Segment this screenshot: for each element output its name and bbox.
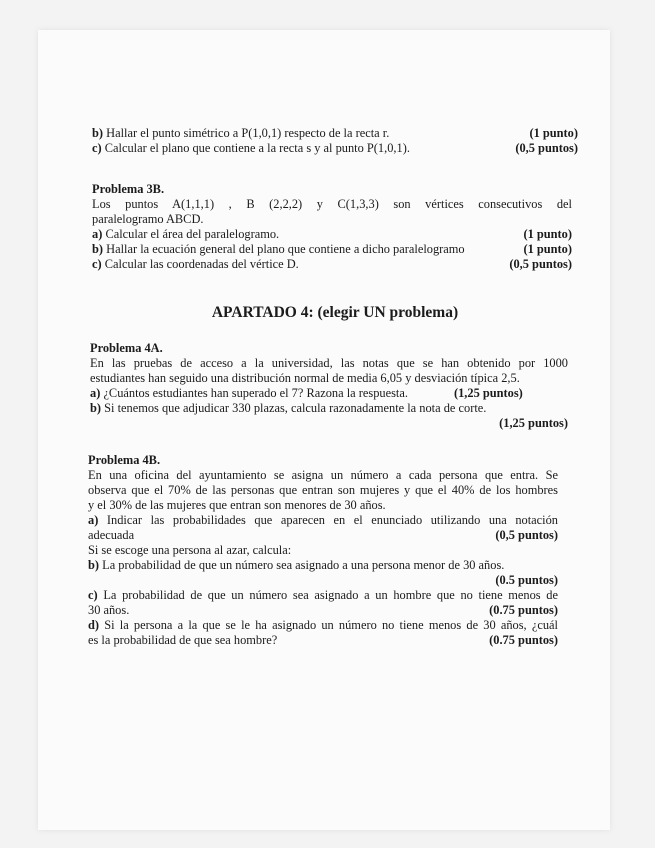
- problem-intro-line: observa que el 70% de las personas que entran son mujeres y que el 40% de los hombres: [88, 483, 558, 497]
- item-label: c): [92, 141, 102, 155]
- item-points: (0,5 puntos): [495, 528, 558, 542]
- item-points: (1,25 puntos): [499, 416, 568, 430]
- item-text: Hallar el punto simétrico a P(1,0,1) respecto de la recta r.: [106, 126, 390, 140]
- item-b: [92, 242, 572, 257]
- item-text: Calcular el plano que contiene a la recta s y al punto P(1,0,1).: [104, 141, 410, 155]
- item-points: (1 punto): [529, 126, 578, 140]
- section-heading: APARTADO 4: (elegir UN problema): [211, 304, 459, 321]
- item-points: (0.5 puntos): [495, 573, 558, 587]
- item-label: b): [88, 558, 100, 572]
- item-points: (0.75 puntos): [489, 633, 558, 647]
- item-label: b): [92, 126, 104, 140]
- item-b: [92, 126, 578, 141]
- item-text: Calcular las coordenadas del vértice D.: [104, 257, 299, 271]
- item-b: [90, 401, 568, 416]
- item-label: c): [88, 588, 98, 602]
- problem-intro-line: En las pruebas de acceso a la universidad, las notas que se han obtenido por 1000: [90, 356, 568, 370]
- problem-4a: [90, 341, 568, 431]
- item-label: a): [90, 386, 101, 400]
- item-label: a): [92, 227, 103, 241]
- item-a: [90, 386, 568, 401]
- item-label: c): [92, 257, 102, 271]
- problem-intro-line: paralelogramo ABCD.: [92, 212, 204, 226]
- problem-3b: [92, 182, 572, 272]
- problem-title: Problema 4B.: [88, 453, 161, 467]
- problem-title: Problema 3B.: [92, 182, 165, 196]
- item-text: Si tenemos que adjudicar 330 plazas, calcula razonadamente la nota de corte.: [104, 401, 487, 415]
- item-text: 30 años.: [88, 603, 130, 617]
- item-text: Indicar las probabilidades que aparecen en el enunciado utilizando una notación: [106, 513, 558, 527]
- item-label: b): [90, 401, 102, 415]
- item-points: (1 punto): [523, 227, 572, 241]
- item-text: es la probabilidad de que sea hombre?: [88, 633, 278, 647]
- item-points: (0,5 puntos): [509, 257, 572, 271]
- item-c: [92, 141, 578, 156]
- item-text: ¿Cuántos estudiantes han superado el 7? Razona la respuesta.: [103, 386, 408, 400]
- item-c: [92, 257, 572, 272]
- item-label: a): [88, 513, 99, 527]
- problem-intro-line: En una oficina del ayuntamiento se asigna un número a cada persona que entra. Se: [88, 468, 558, 482]
- problem-title: Problema 4A.: [90, 341, 163, 355]
- previous-problem-items: [92, 126, 578, 156]
- problem-intro-line: estudiantes han seguido una distribución normal de media 6,05 y desviación típica 2,5.: [90, 371, 520, 385]
- item-points: (1,25 puntos): [453, 386, 523, 400]
- item-label: b): [92, 242, 104, 256]
- item-a: [92, 227, 572, 242]
- item-text: La probabilidad de que un número sea asignado a un hombre que no tiene menos de: [103, 588, 558, 602]
- problem-4b: [88, 453, 558, 648]
- item-label: d): [88, 618, 100, 632]
- item-points: (1 punto): [523, 242, 572, 256]
- problem-intro-line: y el 30% de las mujeres que entran son menores de 30 años.: [88, 498, 386, 512]
- item-a: [88, 513, 558, 528]
- problem-intro-line: Los puntos A(1,1,1) , B (2,2,2) y C(1,3,3) son vértices consecutivos del: [92, 197, 572, 211]
- item-points: (0,5 puntos): [515, 141, 578, 155]
- problem-prompt: Si se escoge una persona al azar, calcula:: [88, 543, 292, 557]
- item-text: Hallar la ecuación general del plano que contiene a dicho paralelogramo: [106, 242, 465, 256]
- item-points: (0.75 puntos): [489, 603, 558, 617]
- item-text: La probabilidad de que un número sea asignado a una persona menor de 30 años.: [102, 558, 505, 572]
- item-d: [88, 618, 558, 633]
- item-text: Calcular el área del paralelogramo.: [105, 227, 280, 241]
- item-text: Si la persona a la que se le ha asignado un número no tiene menos de 30 años, ¿cuál: [104, 618, 558, 632]
- item-c: [88, 588, 558, 603]
- item-b: [88, 558, 558, 573]
- item-text: adecuada: [88, 528, 135, 542]
